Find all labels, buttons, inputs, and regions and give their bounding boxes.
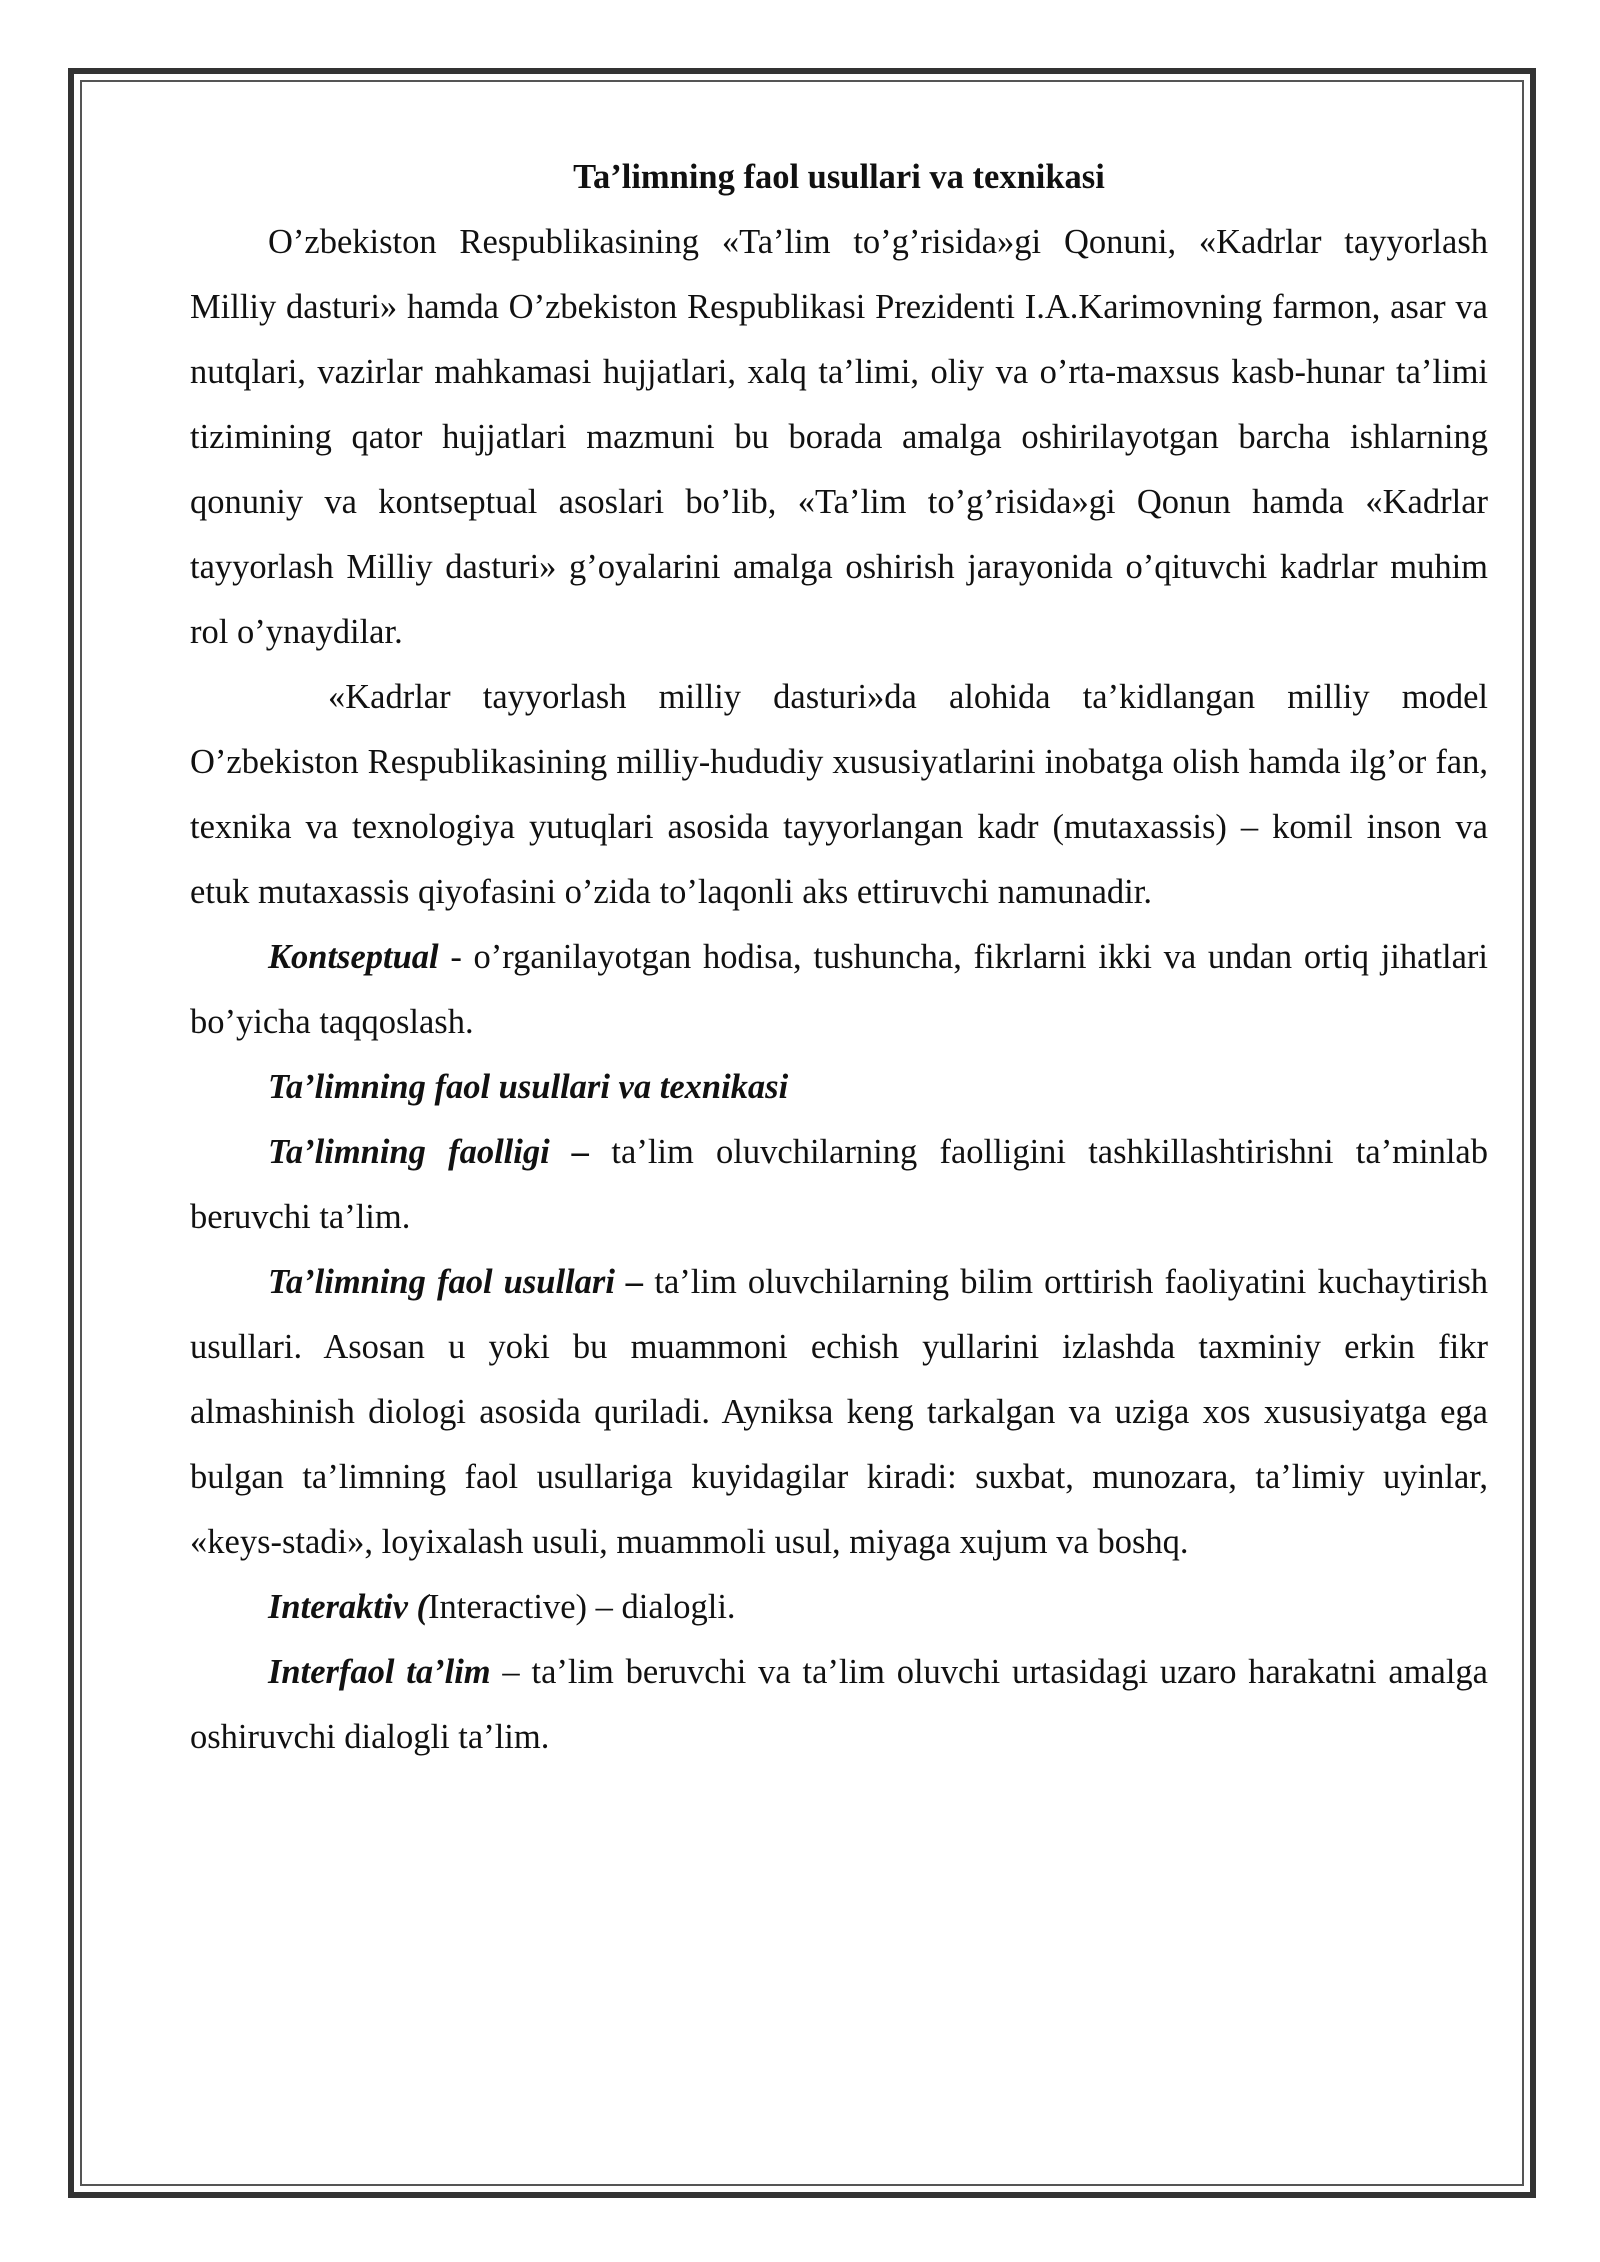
document-body bbox=[190, 145, 1488, 1770]
paragraph-intro bbox=[190, 210, 1488, 665]
definition-term: Kontseptual bbox=[268, 938, 439, 976]
paragraph-national-model bbox=[190, 665, 1488, 925]
definition-interaktiv bbox=[190, 1575, 1488, 1640]
definition-term: Ta’limning faol usullari – bbox=[268, 1263, 644, 1301]
definition-text: - o’rganilayotgan hodisa, tushuncha, fikrlarni ikki va undan ortiq jihatlari bo’yicha taqqoslash. bbox=[190, 938, 1488, 1041]
definition-kontseptual bbox=[190, 925, 1488, 1055]
definition-text: ta’lim oluvchilarning faolligini tashkillashtirishni ta’minlab beruvchi ta’lim. bbox=[190, 1133, 1488, 1236]
section-heading-text: Ta’limning faol usullari va texnikasi bbox=[268, 1068, 789, 1106]
document-title: Ta’limning faol usullari va texnikasi bbox=[573, 158, 1105, 196]
definition-text: Interactive) – dialogli. bbox=[428, 1588, 736, 1626]
definition-term: Ta’limning faolligi – bbox=[268, 1133, 590, 1171]
definition-text: – ta’lim beruvchi va ta’lim oluvchi urtasidagi uzaro harakatni amalga oshiruvchi dialogli ta’lim. bbox=[190, 1653, 1488, 1756]
paragraph-text: O’zbekiston Respublikasining «Ta’lim to’g’risida»gi Qonuni, «Kadrlar tayyorlash Milliy dasturi» hamda O’zbekiston Respublikasi Prezidenti I.A.Karimovning farmon, asar va nutqlari, vazirlar mahkamasi hujjatlari, xalq ta’limi, oliy va o’rta-maxsus kasb-hunar ta’limi tizimining qator hujjatlari mazmuni bu borada amalga oshirilayotgan barcha ishlarning qonuniy va kontseptual asoslari bo’lib, «Ta’lim to’g’risida»gi Qonun hamda «Kadrlar tayyorlash Milliy dasturi» g’oyalarini amalga oshirish jarayonida o’qituvchi kadrlar muhim rol o’ynaydilar. bbox=[190, 223, 1488, 651]
definition-text: ta’lim oluvchilarning bilim orttirish faoliyatini kuchaytirish usullari. Asosan u yoki bu muammoni echish yullarini izlashda taxminiy erkin fikr almashinish diologi asosida quriladi. Ayniksa keng tarkalgan va uziga xos xususiyatga ega bulgan ta’limning faol usullariga kuyidagilar kiradi: suxbat, munozara, ta’limiy uyinlar, «keys-stadi», loyixalash usuli, muammoli usul, miyaga xujum va boshq. bbox=[190, 1263, 1488, 1561]
paragraph-text: «Kadrlar tayyorlash milliy dasturi»da alohida ta’kidlangan milliy model O’zbekiston Respublikasining milliy-hududiy xususiyatlarini inobatga olish hamda ilg’or fan, texnika va texnologiya yutuqlari asosida tayyorlangan kadr (mutaxassis) – komil inson va etuk mutaxassis qiyofasini o’zida to’laqonli aks ettiruvchi namunadir. bbox=[190, 678, 1488, 911]
definition-faollik bbox=[190, 1120, 1488, 1250]
definition-term: Interfaol ta’lim bbox=[268, 1653, 491, 1691]
definition-interfaol-talim bbox=[190, 1640, 1488, 1770]
section-heading bbox=[190, 1055, 1488, 1120]
definition-term: Interaktiv ( bbox=[268, 1588, 429, 1626]
definition-faol-usullar bbox=[190, 1250, 1488, 1575]
